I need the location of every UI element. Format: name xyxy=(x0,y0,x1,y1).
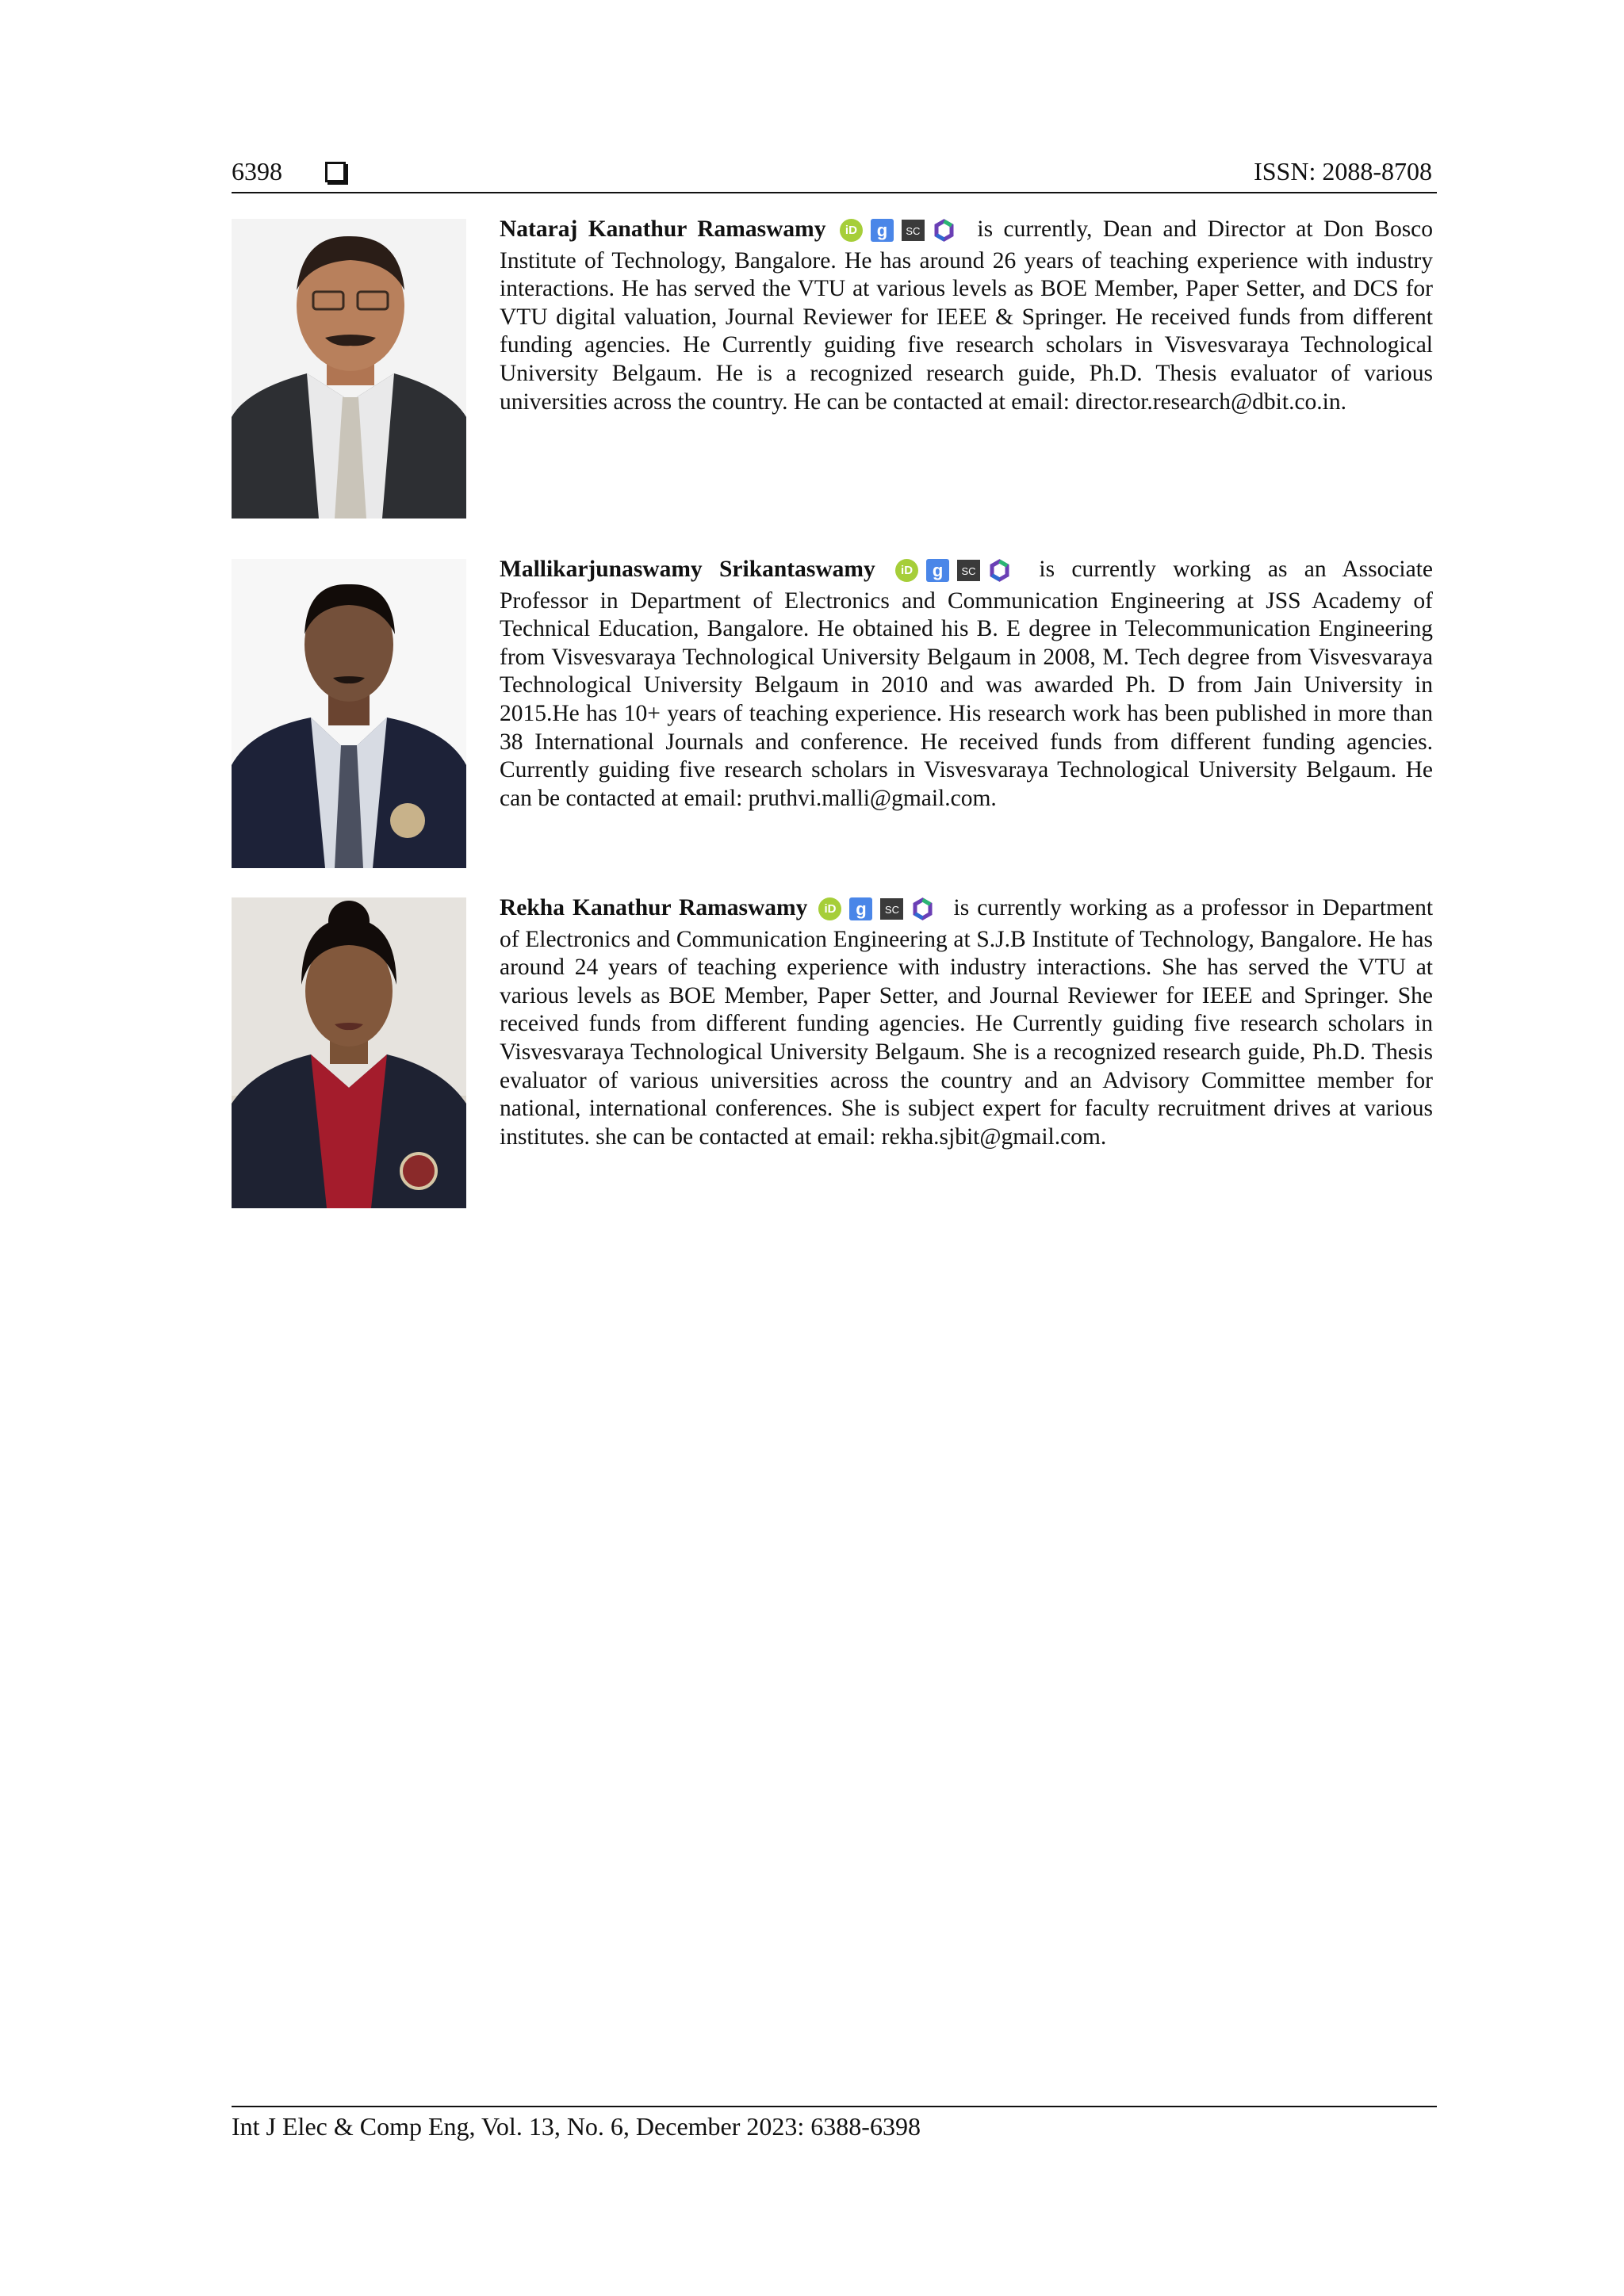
author-name: Mallikarjunaswamy Srikantaswamy xyxy=(500,557,875,582)
web-of-science-icon[interactable] xyxy=(933,219,956,242)
scopus-icon[interactable]: SC xyxy=(880,898,903,920)
orcid-icon[interactable]: iD xyxy=(840,219,863,242)
author-name: Nataraj Kanathur Ramaswamy xyxy=(500,216,826,242)
web-of-science-icon[interactable] xyxy=(911,897,934,920)
bio-text xyxy=(500,556,1433,813)
page-footer xyxy=(232,2106,1437,2142)
page-header xyxy=(232,155,1437,192)
scopus-icon[interactable]: SC xyxy=(902,220,925,241)
orcid-icon[interactable]: iD xyxy=(818,897,841,920)
google-scholar-icon[interactable]: g xyxy=(926,559,949,582)
author-photo xyxy=(232,559,466,868)
orcid-icon[interactable]: iD xyxy=(895,559,918,582)
footer-rule xyxy=(232,2106,1437,2107)
issn: ISSN: 2088-8708 xyxy=(1254,157,1432,186)
author-photo xyxy=(232,219,466,519)
bio-description: is currently, Dean and Director at Don Bosco Institute of Technology, Bangalore. He has around 26 years of teaching experience with industry interactions. He has served the VTU at various levels as BOE Member, Paper Setter, and DCS for VTU digital valuation, Journal Reviewer for IEEE & Springer. He received funds from different funding agencies. He Currently guiding five research scholars in Visvesvaraya Technological University Belgaum. He is a recognized research guide, Ph.D. Thesis evaluator of various universities across the country. He can be contacted at email: director.research@dbit.co.in. xyxy=(500,216,1434,415)
profile-badges xyxy=(818,897,942,926)
profile-badges xyxy=(895,559,1019,587)
bio-text xyxy=(500,894,1433,1151)
footer-citation: Int J Elec & Comp Eng, Vol. 13, No. 6, December 2023: 6388-6398 xyxy=(232,2112,921,2141)
header-box-icon xyxy=(325,162,346,182)
scopus-icon[interactable]: SC xyxy=(957,560,980,581)
google-scholar-icon[interactable]: g xyxy=(849,897,872,920)
author-photo xyxy=(232,897,466,1208)
web-of-science-icon[interactable] xyxy=(988,559,1011,582)
profile-badges xyxy=(840,219,963,247)
page-number: 6398 xyxy=(232,157,282,186)
bio-description: is currently working as a professor in Department of Electronics and Communication Engineering at S.J.B Institute of Technology, Bangalore. He has around 24 years of teaching experience with industry interactions. She has served the VTU at various levels as BOE Member, Paper Setter, and Journal Reviewer for IEEE and Springer. She received funds from different funding agencies. He Currently guiding five research scholars in Visvesvaraya Technological University Belgaum. She is a recognized research guide, Ph.D. Thesis evaluator of various universities across the country and an Advisory Committee member for national, international conferences. She is subject expert for faculty recruitment drives at various institutes. she can be contacted at email: rekha.sjbit@gmail.com. xyxy=(500,895,1434,1150)
google-scholar-icon[interactable]: g xyxy=(871,219,894,242)
bio-description: is currently working as an Associate Professor in Department of Electronics and Communication Engineering at JSS Academy of Technical Education, Bangalore. He obtained his B. E degree in Telecommunication Engineering from Visvesvaraya Technological University Belgaum in 2008, M. Tech degree from Visvesvaraya Technological University Belgaum in 2010 and was awarded Ph. D from Jain University in 2015.He has 10+ years of teaching experience. His research work has been published in more than 38 International Journals and conference. He received funds from different funding agencies. Currently guiding five research scholars in Visvesvaraya Technological University Belgaum. He can be contacted at email: pruthvi.malli@gmail.com. xyxy=(500,557,1434,811)
header-rule xyxy=(232,192,1437,193)
author-name: Rekha Kanathur Ramaswamy xyxy=(500,895,808,920)
bio-text xyxy=(500,216,1433,416)
